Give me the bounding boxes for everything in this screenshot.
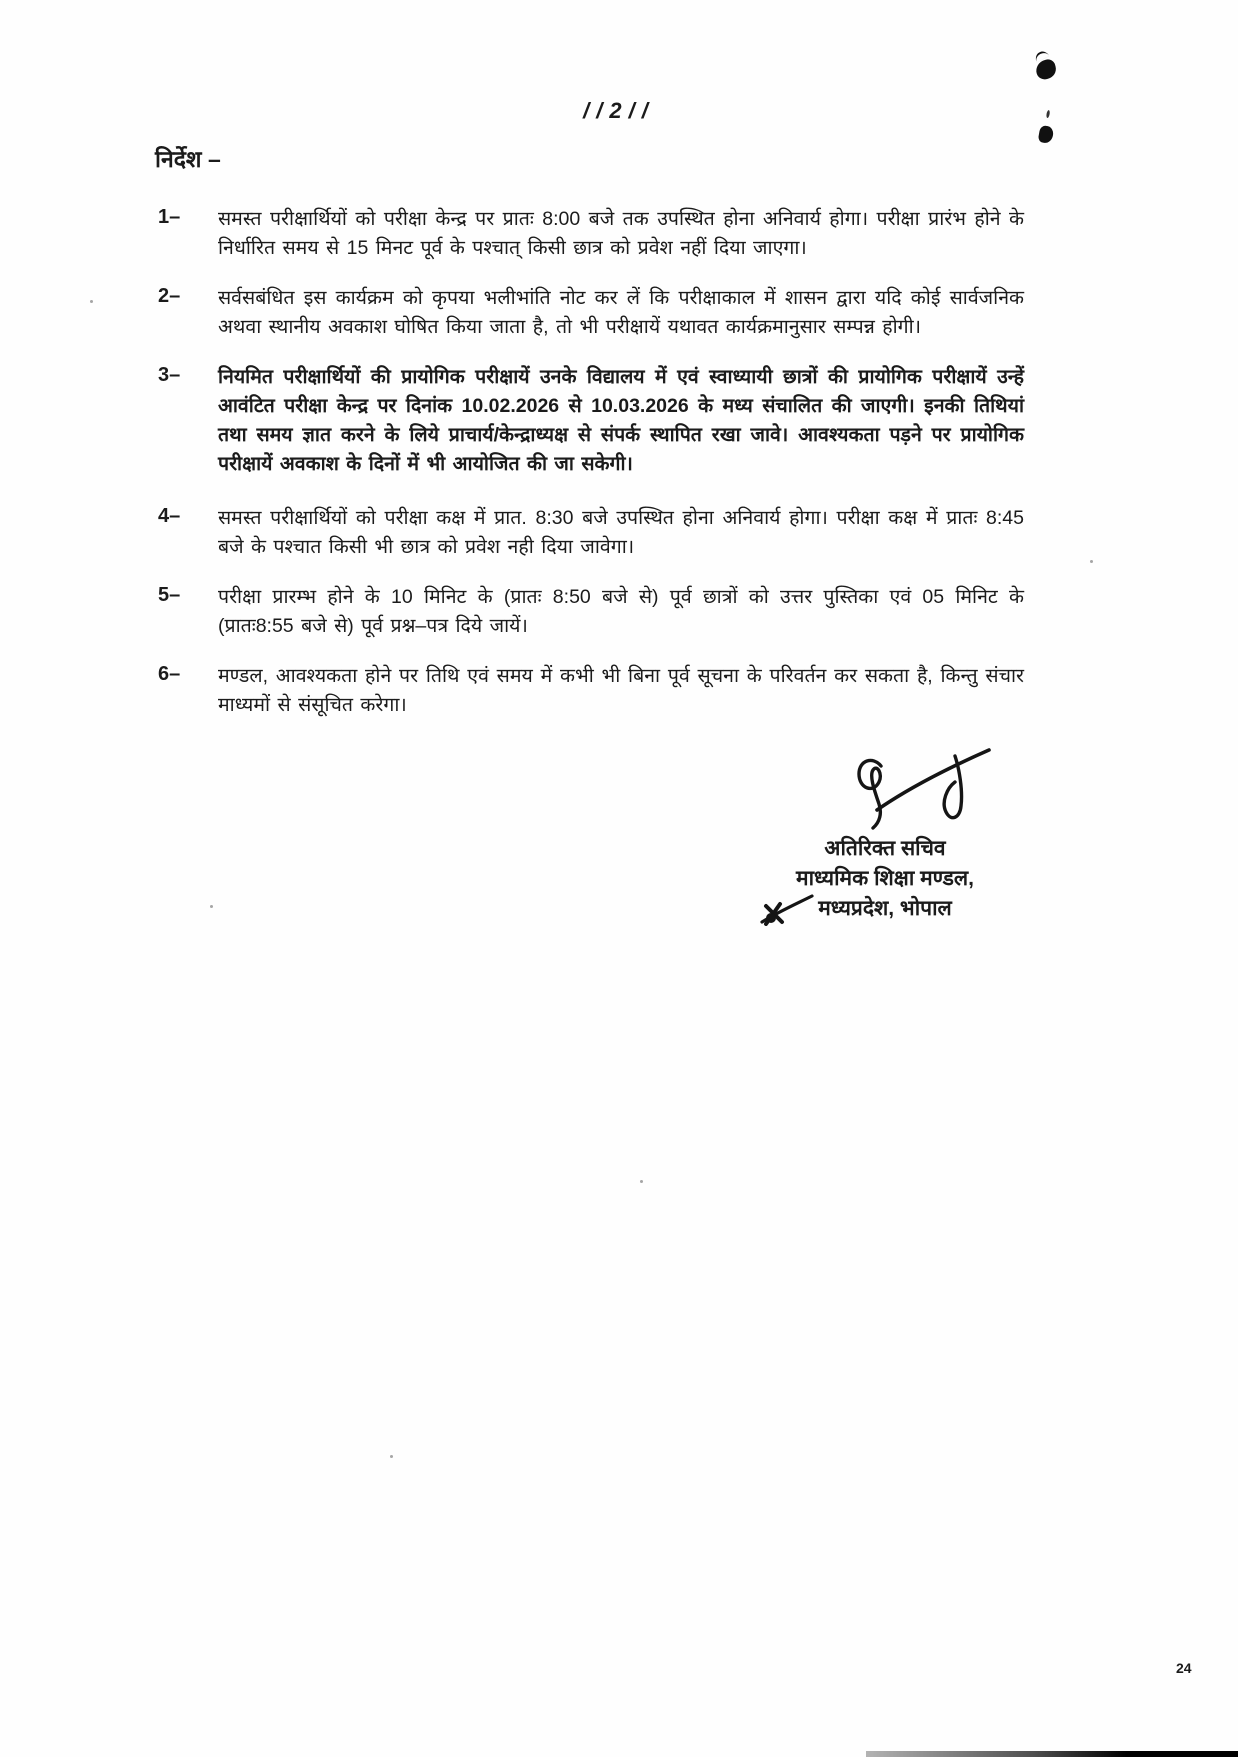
item-number: 2– [158, 285, 181, 307]
item-number: 1– [158, 206, 181, 228]
item-number: 6– [158, 663, 181, 685]
signature-scribble-icon [843, 748, 993, 840]
item-text: मण्डल, आवश्यकता होने पर तिथि एवं समय में कभी भी बिना पूर्व सूचना के परिवर्तन कर सकता है, किन्तु संचार माध्यमों से संसूचित करेगा। [218, 665, 1024, 716]
scan-speck [640, 1180, 643, 1183]
signatory-designation: अतिरिक्त सचिव [824, 837, 946, 860]
item-text: परीक्षा प्रारम्भ होने के 10 मिनिट के (प्रातः 8:50 बजे से) पूर्व छात्रों को उत्तर पुस्तिका एवं 05 मिनिट के (प्रातः8:55 बजे से) पूर्व प्रश्न–पत्र दिये जायें। [218, 586, 1024, 637]
instructions-list [158, 205, 1024, 741]
instruction-item-5 [158, 583, 1024, 641]
item-text: समस्त परीक्षार्थियों को परीक्षा कक्ष में प्रात. 8:30 बजे उपस्थित होना अनिवार्य होगा। परीक्षा कक्ष में प्रातः 8:45 बजे के पश्चात किसी भी छात्र को प्रवेश नही दिया जावेगा। [218, 507, 1024, 558]
item-number: 3– [158, 364, 181, 386]
corner-page-number: 24 [1176, 1660, 1192, 1676]
scan-speck [90, 300, 93, 303]
instruction-item-6 [158, 662, 1024, 720]
instruction-item-1 [158, 205, 1024, 263]
scan-speck [390, 1455, 393, 1458]
page-marker: //2// [583, 98, 655, 123]
signature-block [735, 748, 1035, 924]
pen-strike-mark-icon [756, 892, 814, 926]
item-text: समस्त परीक्षार्थियों को परीक्षा केन्द्र पर प्रातः 8:00 बजे तक उपस्थित होना अनिवार्य होगा। परीक्षा प्रारंभ होने के निर्धारित समय से 15 मिनट पूर्व के पश्चात् किसी छात्र को प्रवेश नहीं दिया जाएगा। [218, 208, 1024, 259]
section-heading: निर्देश – [155, 146, 221, 172]
signatory-organization: माध्यमिक शिक्षा मण्डल, [796, 867, 974, 890]
scan-speck [210, 905, 213, 908]
scan-speck [1090, 560, 1093, 563]
signatory-location: मध्यप्रदेश, भोपाल [818, 897, 952, 920]
item-number: 5– [158, 584, 181, 606]
instruction-item-2 [158, 284, 1024, 342]
ink-blob-artifact [1034, 58, 1058, 82]
instruction-item-4 [158, 504, 1024, 562]
scan-edge-artifact [866, 1751, 1238, 1757]
item-text: सर्वसबंधित इस कार्यक्रम को कृपया भलीभांति नोट कर लें कि परीक्षाकाल में शासन द्वारा यदि कोई सार्वजनिक अथवा स्थानीय अवकाश घोषित किया जाता है, तो भी परीक्षायें यथावत कार्यक्रमानुसार सम्पन्न होगी। [218, 287, 1024, 338]
ink-blob-artifact [1038, 125, 1055, 144]
item-text: नियमित परीक्षार्थियों की प्रायोगिक परीक्षायें उनके विद्यालय में एवं स्वाध्यायी छात्रों की प्रायोगिक परीक्षायें उन्हें आवंटित परीक्षा केन्द्र पर दिनांक 10.02.2026 से 10.03.2026 के मध्य संचालित की जाएगी। इनकी तिथियां तथा समय ज्ञात करने के लिये प्राचार्य/केन्द्राध्यक्ष से संपर्क स्थापित रखा जावे। आवश्यकता पड़ने पर प्रायोगिक परीक्षायें अवकाश के दिनों में भी आयोजित की जा सकेगी। [218, 366, 1024, 475]
instruction-item-3 [158, 363, 1024, 479]
item-number: 4– [158, 505, 181, 527]
